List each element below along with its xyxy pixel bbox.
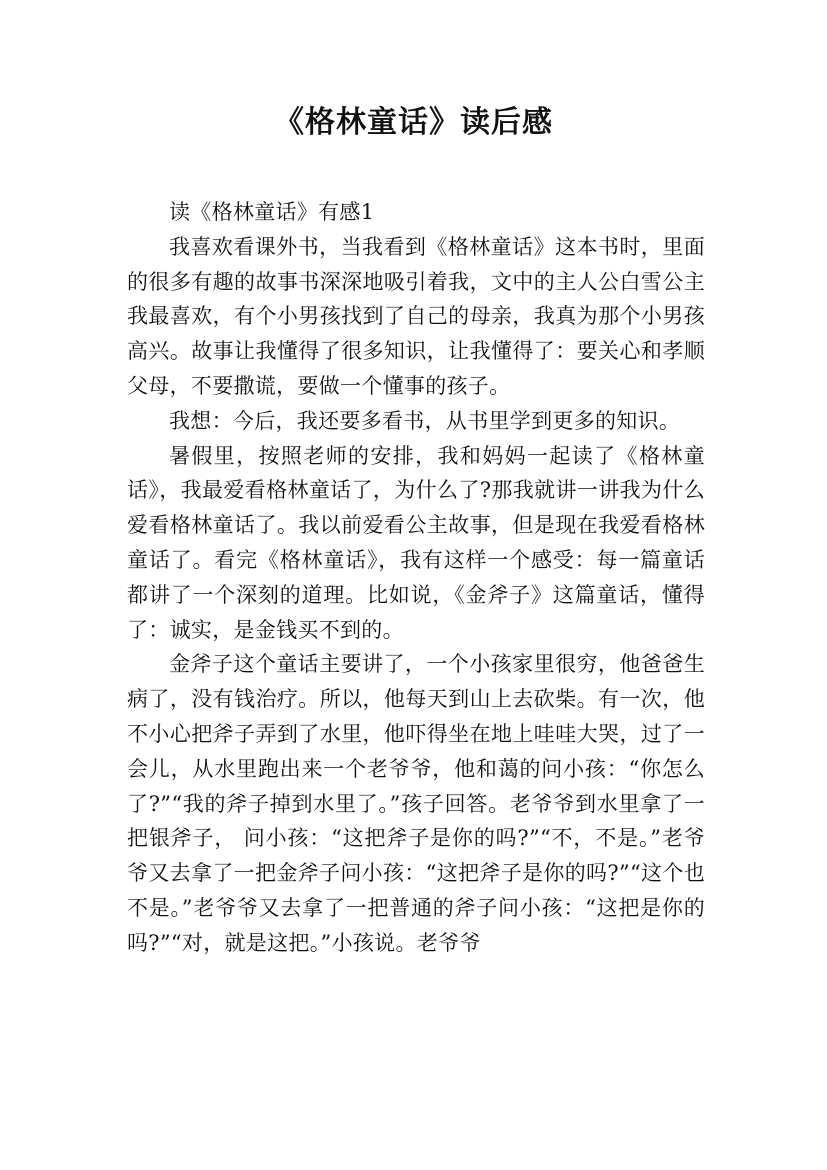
paragraph: 暑假里，按照老师的安排，我和妈妈一起读了《格林童话》，我最爱看格林童话了，为什么了?那我就讲一讲我为什么爱看格林童话了。我以前爱看公主故事，但是现在我爱看格林童话了。看完《格林童话》，我有这样一个感受：每一篇童话都讲了一个深刻的道理。比如说，《金斧子》这篇童话，懂得了：诚实，是金钱买不到的。 bbox=[127, 443, 705, 642]
document-body bbox=[127, 195, 705, 961]
section-heading: 读《格林童话》有感1 bbox=[169, 200, 375, 224]
document-title: 《格林童话》读后感 bbox=[274, 105, 553, 140]
paragraph: 我想：今后，我还要多看书，从书里学到更多的知识。 bbox=[169, 408, 681, 433]
paragraph: 金斧子这个童话主要讲了，一个小孩家里很穷，他爸爸生病了，没有钱治疗。所以，他每天到山上去砍柴。有一次，他不小心把斧子弄到了水里，他吓得坐在地上哇哇大哭，过了一会儿，从水里跑出来一个老爷爷，他和蔼的问小孩：“你怎么了?”“我的斧子掉到水里了。”孩子回答。老爷爷到水里拿了一把银斧子， 问小孩：“这把斧子是你的吗?”“不，不是。”老爷爷又去拿了一把金斧子问小孩：“这把斧子是你的吗?”“这个也不是。”老爷爷又去拿了一把普通的斧子问小孩：“这把是你的吗?”“对，就是这把。”小孩说。老爷爷 bbox=[127, 652, 705, 955]
paragraph: 我喜欢看课外书，当我看到《格林童话》这本书时，里面的很多有趣的故事书深深地吸引着我，文中的主人公白雪公主我最喜欢，有个小男孩找到了自己的母亲，我真为那个小男孩高兴。故事让我懂得了很多知识，让我懂得了：要关心和孝顺父母，不要撒谎，要做一个懂事的孩子。 bbox=[127, 234, 705, 398]
